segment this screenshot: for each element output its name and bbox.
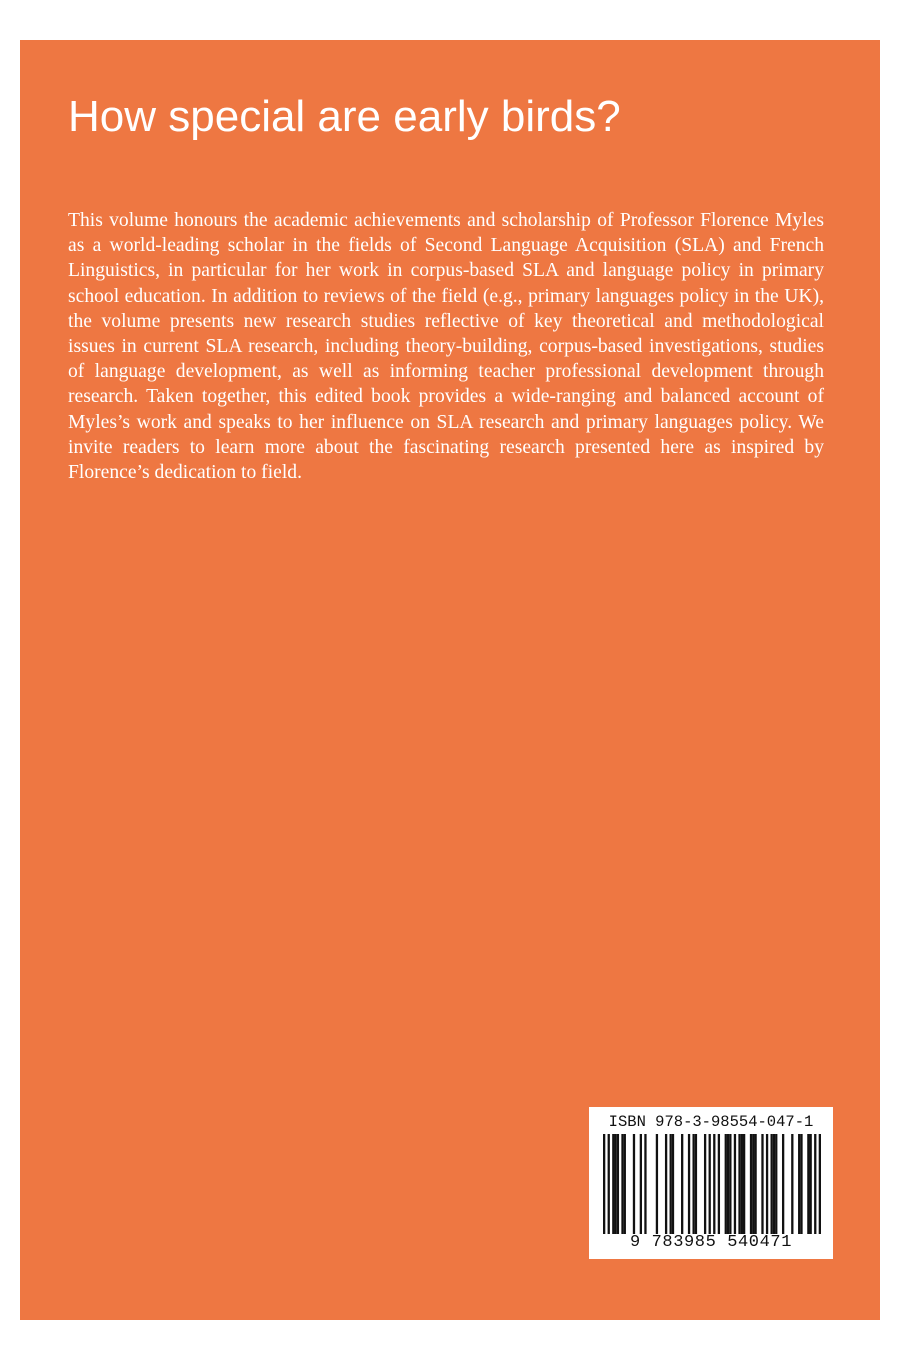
barcode-bar (814, 1134, 816, 1234)
barcode-bar (791, 1134, 793, 1234)
barcode-bar (800, 1134, 802, 1234)
book-title: How special are early birds? (68, 92, 621, 141)
barcode-bar (644, 1134, 646, 1234)
barcode-bar (713, 1134, 715, 1234)
isbn-label: ISBN 978-3-98554-047-1 (608, 1113, 814, 1131)
barcode-bar (819, 1134, 821, 1234)
barcode-bar (681, 1134, 683, 1234)
barcode-bar (807, 1134, 809, 1234)
ean-digits: 9 783985 540471 (629, 1233, 793, 1252)
barcode-bar (754, 1134, 756, 1234)
barcode-bar (798, 1134, 800, 1234)
barcode-bar (603, 1134, 605, 1234)
barcode-bar (775, 1134, 777, 1234)
barcode-bar (750, 1134, 752, 1234)
barcode-bars (603, 1134, 821, 1234)
barcode-bar (704, 1134, 706, 1234)
barcode-bar (741, 1134, 743, 1234)
barcode-bar (614, 1134, 616, 1234)
barcode-bar (617, 1134, 619, 1234)
barcode-bar (725, 1134, 727, 1234)
barcode-bar (672, 1134, 674, 1234)
barcode-bar (738, 1134, 740, 1234)
barcode-bar (688, 1134, 690, 1234)
barcode-bar (743, 1134, 745, 1234)
book-description: This volume honours the academic achievements and scholarship of Professor Florence Myles as a world-leading scholar in the fields of Second Language Acquisition (SLA) and French Linguistics, in particular for her work in corpus-based SLA and language policy in primary school education. In addition to reviews of the field (e.g., primary languages policy in the UK), the volume presents new research studies reflective of key theoretical and methodological issues in current SLA research, including theory-building, corpus-based investigations, studies of language development, as well as informing teacher professional development through research. Taken together, this edited book provides a wide-ranging and balanced account of Myles’s work and speaks to her influence on SLA research and primary languages policy. We invite readers to learn more about the fascinating research presented here as inspired by Florence’s dedication to field. (68, 210, 824, 484)
barcode-bar (633, 1134, 635, 1234)
barcode-bar (734, 1134, 736, 1234)
barcode-bar (695, 1134, 697, 1234)
barcode-bar (640, 1134, 642, 1234)
barcode-bar (782, 1134, 784, 1234)
barcode-bar (771, 1134, 773, 1234)
barcode-bar (729, 1134, 731, 1234)
barcode-bar (773, 1134, 775, 1234)
barcode-bar (612, 1134, 614, 1234)
barcode-bar (665, 1134, 667, 1234)
barcode-bar (670, 1134, 672, 1234)
barcode-bar (709, 1134, 711, 1234)
barcode-bar (766, 1134, 768, 1234)
isbn-barcode-box (589, 1107, 833, 1259)
barcode-bar (621, 1134, 623, 1234)
barcode-bar (656, 1134, 658, 1234)
barcode-bar (727, 1134, 729, 1234)
barcode-bar (624, 1134, 626, 1234)
barcode-bar (718, 1134, 720, 1234)
barcode-bar (810, 1134, 812, 1234)
barcode-bar (608, 1134, 610, 1234)
barcode-bar (692, 1134, 694, 1234)
barcode-bar (761, 1134, 763, 1234)
book-back-cover (20, 40, 880, 1320)
barcode-bar (752, 1134, 754, 1234)
